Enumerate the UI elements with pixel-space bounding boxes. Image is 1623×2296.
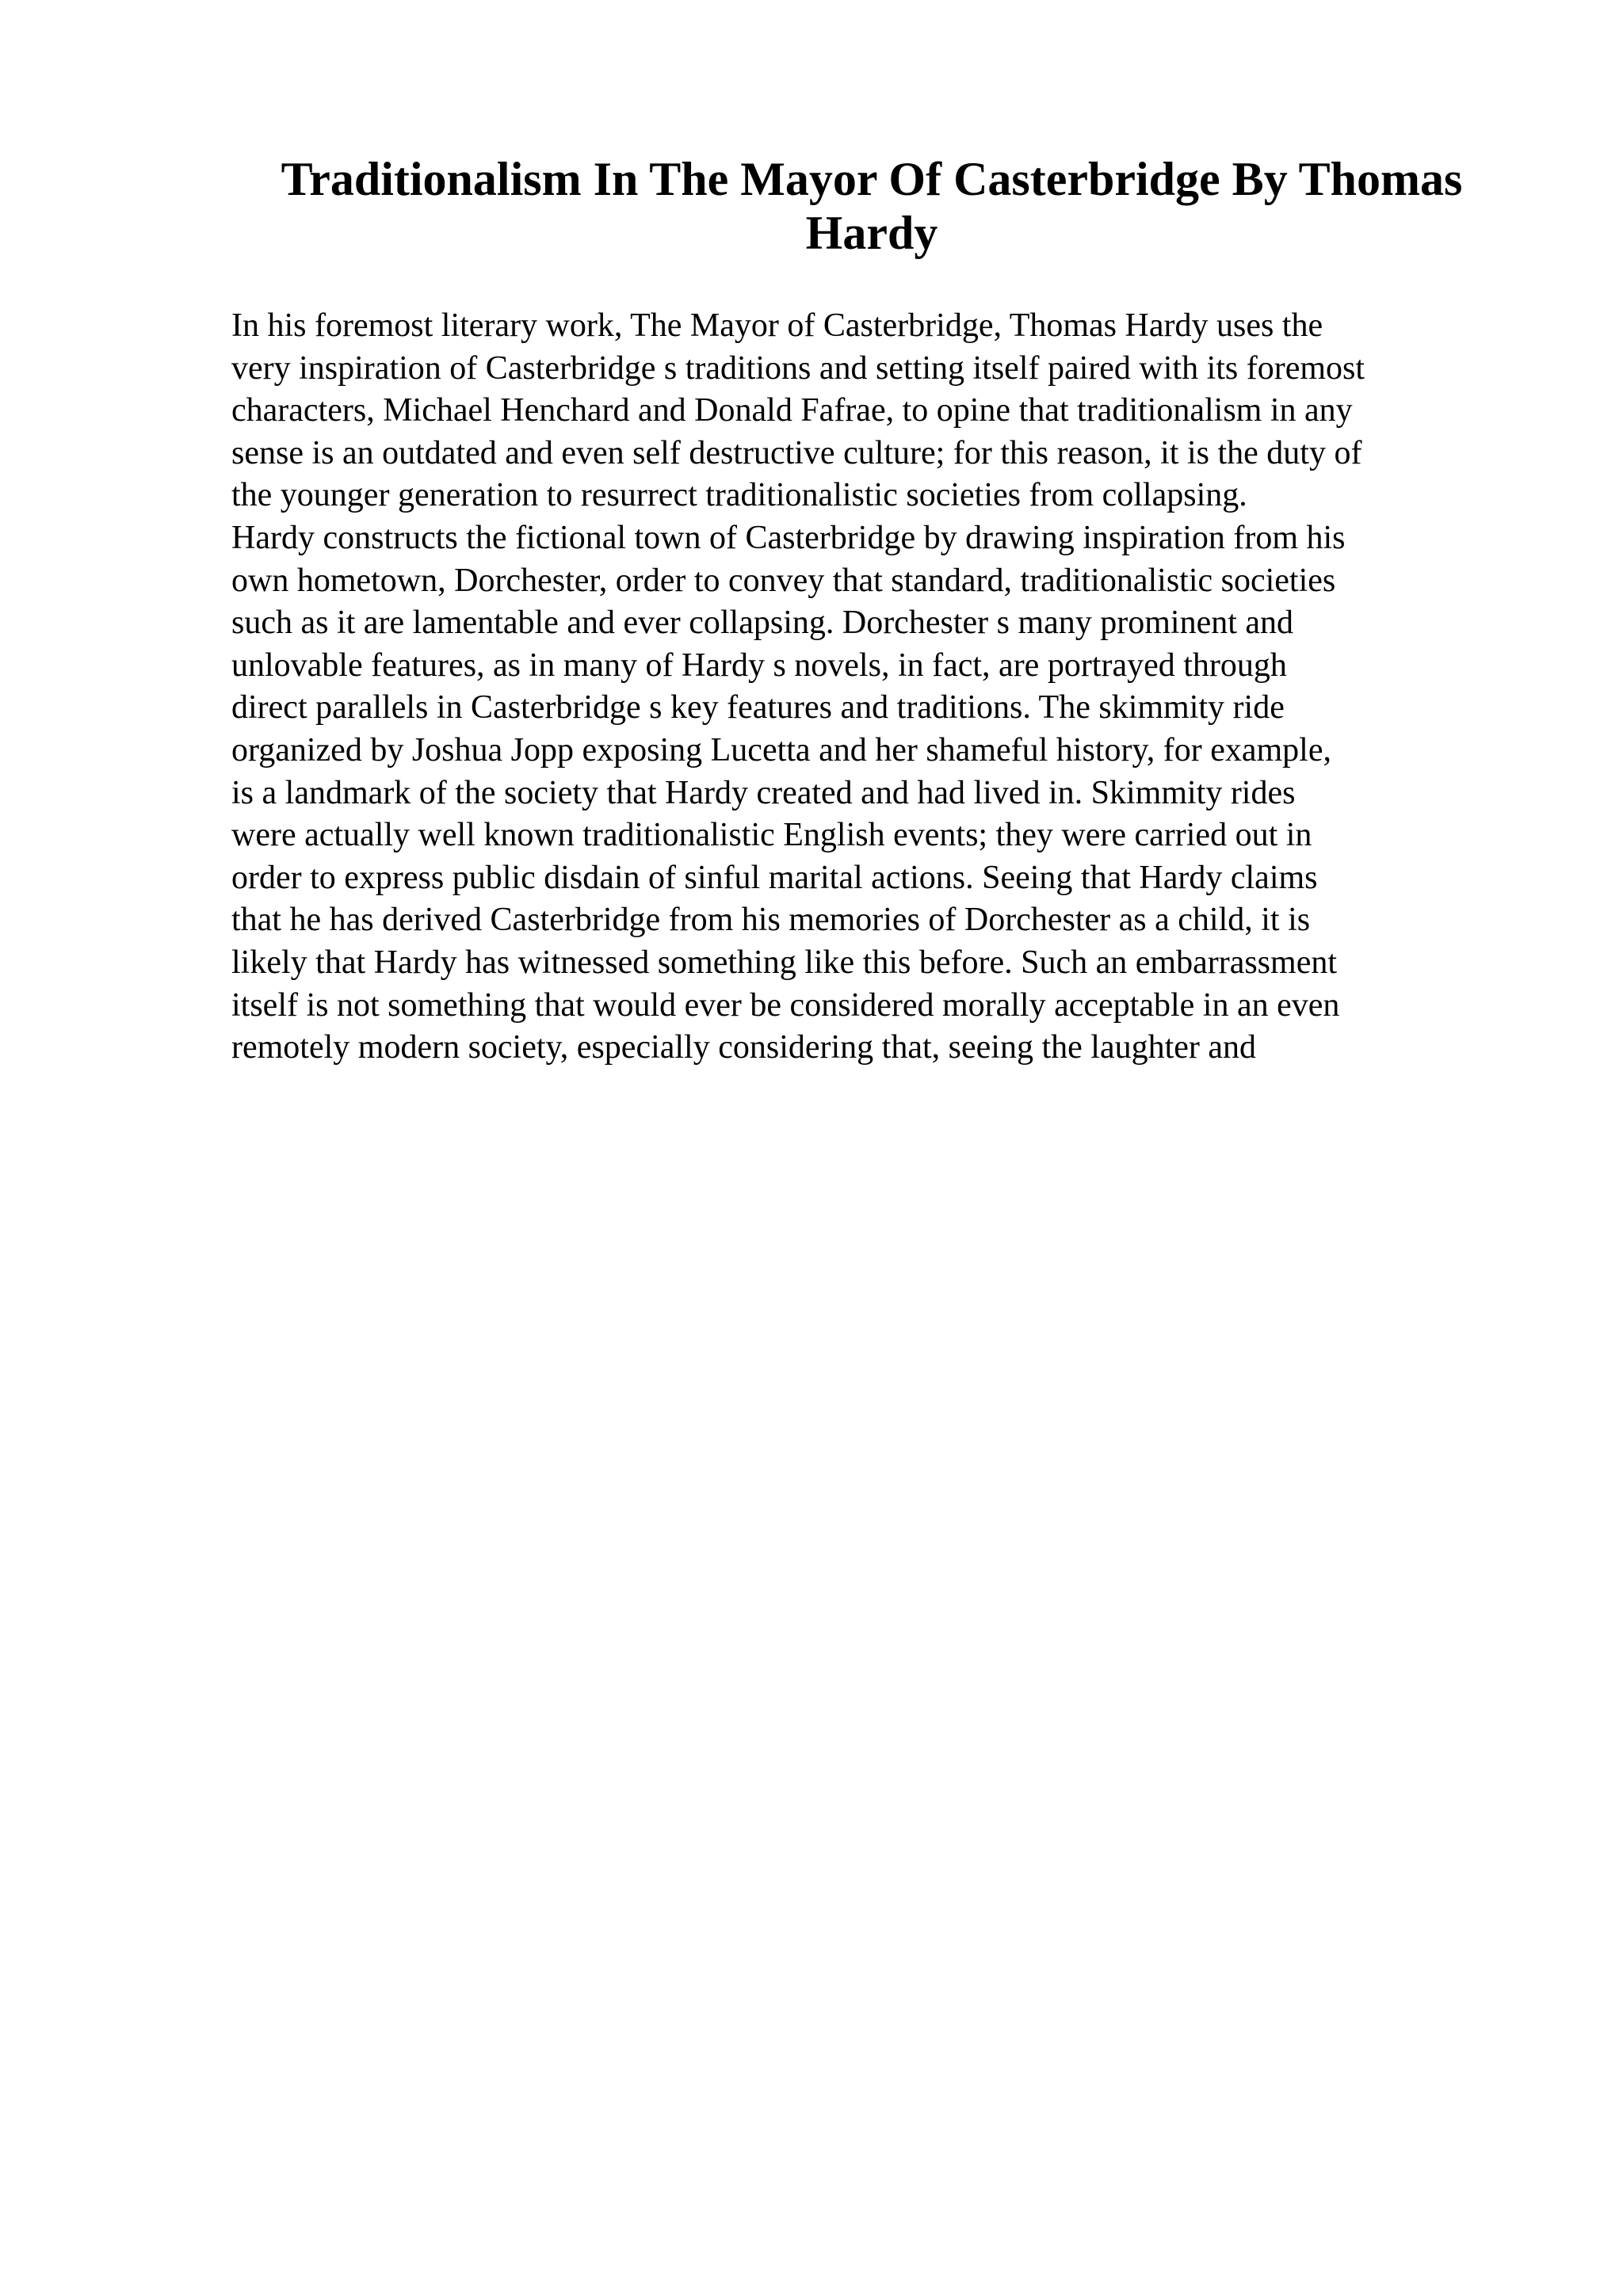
body-line: own hometown, Dorchester, order to convey that standard, traditionalistic societies <box>231 562 1336 599</box>
body-line: very inspiration of Casterbridge s traditions and setting itself paired with its foremost <box>231 349 1365 387</box>
body-line: sense is an outdated and even self destructive culture; for this reason, it is the duty of <box>231 434 1362 471</box>
document-body <box>231 305 1531 1070</box>
body-line: likely that Hardy has witnessed something like this before. Such an embarrassment <box>231 944 1338 981</box>
title-line: Hardy <box>805 207 938 259</box>
document-title <box>230 152 1514 260</box>
body-line: the younger generation to resurrect traditionalistic societies from collapsing. <box>231 477 1247 514</box>
body-line: direct parallels in Casterbridge s key features and traditions. The skimmity ride <box>231 689 1285 727</box>
body-line: unlovable features, as in many of Hardy s novels, in fact, are portrayed through <box>231 646 1287 684</box>
body-line: that he has derived Casterbridge from his memories of Dorchester as a child, it is <box>231 902 1311 939</box>
body-line: In his foremost literary work, The Mayor of Casterbridge, Thomas Hardy uses the <box>231 307 1323 344</box>
body-line: Hardy constructs the fictional town of Casterbridge by drawing inspiration from his <box>231 519 1346 556</box>
body-line: were actually well known traditionalistic English events; they were carried out in <box>231 817 1312 854</box>
body-line: itself is not something that would ever be considered morally acceptable in an even <box>231 986 1340 1024</box>
body-line: organized by Joshua Jopp exposing Lucetta and her shameful history, for example, <box>231 731 1331 769</box>
body-line: such as it are lamentable and ever collapsing. Dorchester s many prominent and <box>231 605 1294 642</box>
body-line: remotely modern society, especially considering that, seeing the laughter and <box>231 1029 1257 1066</box>
body-line: order to express public disdain of sinful marital actions. Seeing that Hardy claims <box>231 859 1318 896</box>
body-line: characters, Michael Henchard and Donald Fafrae, to opine that traditionalism in any <box>231 392 1353 429</box>
title-line: Traditionalism In The Mayor Of Casterbridge By Thomas <box>281 153 1463 205</box>
body-line: is a landmark of the society that Hardy created and had lived in. Skimmity rides <box>231 774 1296 811</box>
